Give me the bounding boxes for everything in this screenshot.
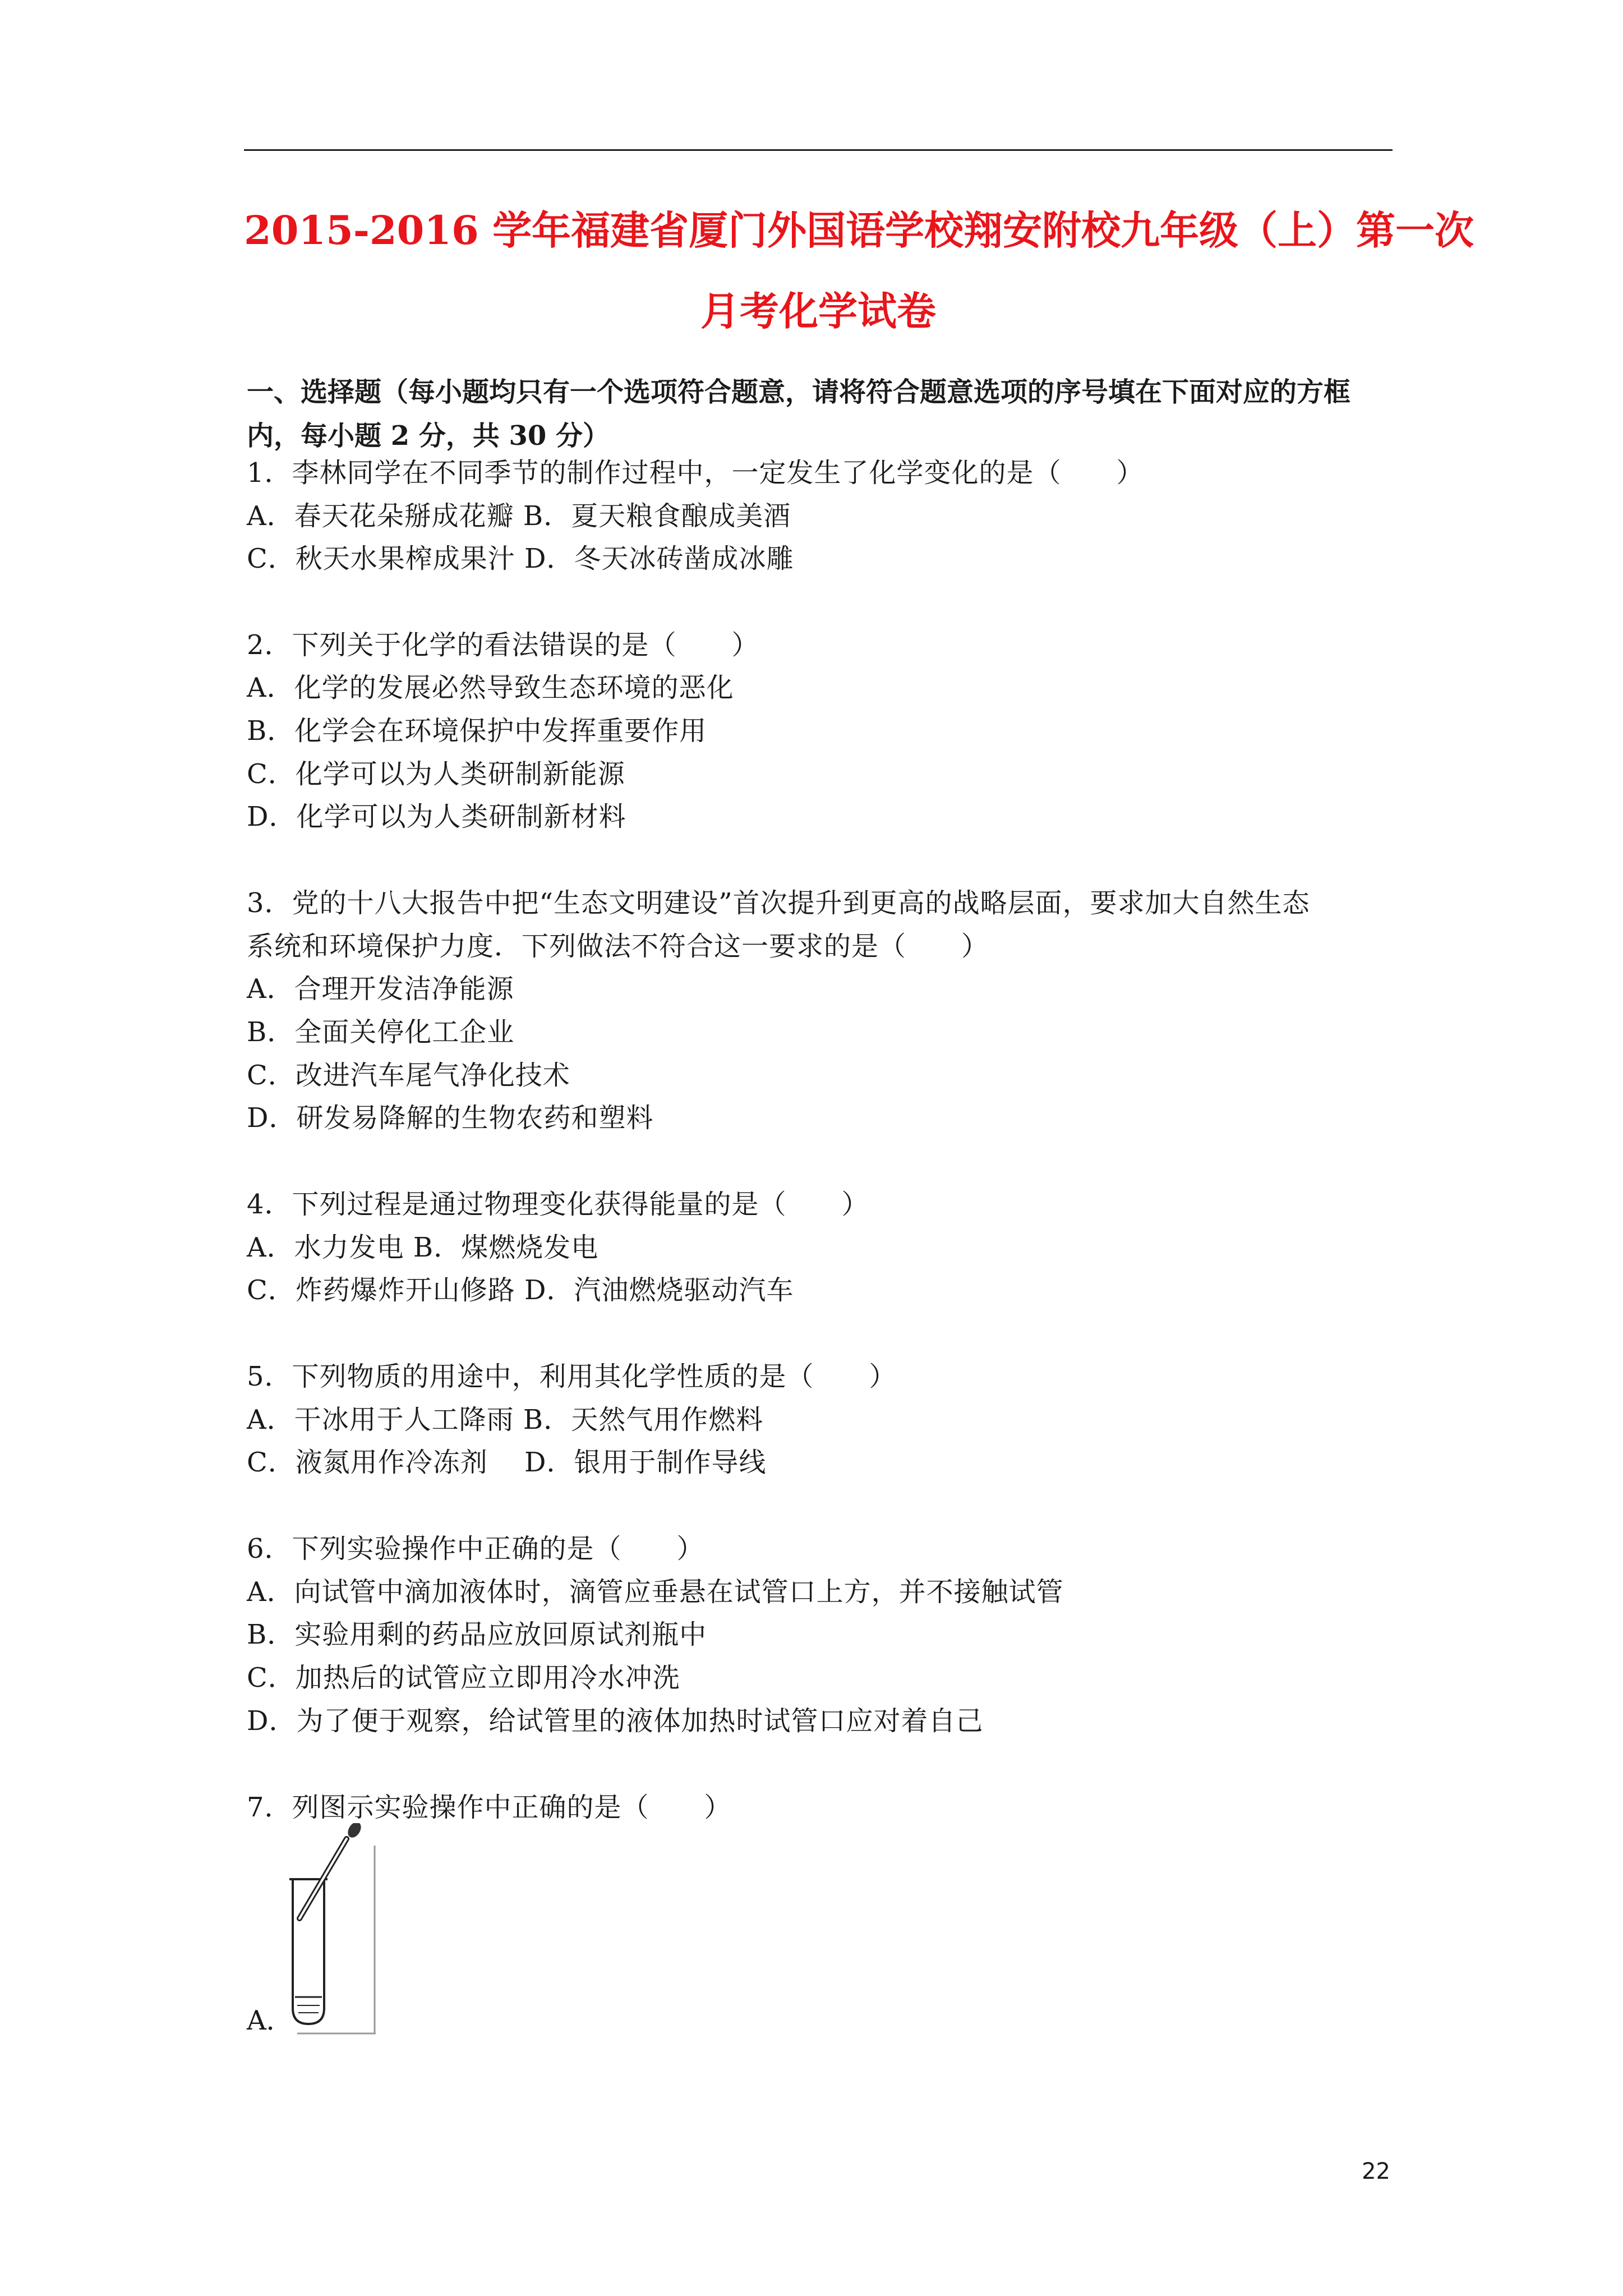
question-2-option: C．化学可以为人类研制新能源 xyxy=(247,758,625,790)
question-3-option: A．合理开发洁净能源 xyxy=(247,973,514,1005)
question-3-option: D．研发易降解的生物农药和塑料 xyxy=(247,1102,654,1134)
question-7-stem: 7．列图示实验操作中正确的是（ ） xyxy=(247,1792,732,1823)
question-2-option: D．化学可以为人类研制新材料 xyxy=(247,801,626,832)
question-5-option: A．干冰用于人工降雨 B．天然气用作燃料 xyxy=(247,1404,764,1435)
question-5-stem: 5．下列物质的用途中，利用其化学性质的是（ ） xyxy=(247,1361,897,1392)
page-number: 22 xyxy=(1362,2159,1390,2184)
question-6-option: C．加热后的试管应立即用冷水冲洗 xyxy=(247,1662,680,1694)
dropper-test-tube-icon xyxy=(280,1823,393,2036)
question-1-option: A．春天花朵掰成花瓣 B．夏天粮食酿成美酒 xyxy=(247,500,791,532)
question-4-stem: 4．下列过程是通过物理变化获得能量的是（ ） xyxy=(247,1189,869,1220)
question-1-stem: 1．李林同学在不同季节的制作过程中，一定发生了化学变化的是（ ） xyxy=(247,457,1144,489)
question-3-option: B．全面关停化工企业 xyxy=(247,1016,515,1048)
question-3-stem: 3．党的十八大报告中把“生态文明建设”首次提升到更高的战略层面，要求加大自然生态 xyxy=(247,887,1310,919)
question-2-stem: 2．下列关于化学的看法错误的是（ ） xyxy=(247,629,759,661)
document-title-line-1: 2015-2016 学年福建省厦门外国语学校翔安附校九年级（上）第一次 xyxy=(244,207,1474,254)
question-4-option: A．水力发电 B．煤燃烧发电 xyxy=(247,1232,599,1263)
question-6-stem: 6．下列实验操作中正确的是（ ） xyxy=(247,1533,704,1565)
question-4-option: C．炸药爆炸开山修路 D．汽油燃烧驱动汽车 xyxy=(247,1274,794,1306)
question-2-option: B．化学会在环境保护中发挥重要作用 xyxy=(247,715,707,747)
header-rule xyxy=(244,149,1393,151)
question-2-option: A．化学的发展必然导致生态环境的恶化 xyxy=(247,672,734,703)
question-6-option: B．实验用剩的药品应放回原试剂瓶中 xyxy=(247,1619,707,1650)
question-3-stem: 系统和环境保护力度．下列做法不符合这一要求的是（ ） xyxy=(247,931,989,962)
figure-option-label: A． xyxy=(247,2005,293,2036)
question-1-option: C．秋天水果榨成果汁 D．冬天冰砖凿成冰雕 xyxy=(247,543,794,574)
question-6-option: A．向试管中滴加液体时，滴管应垂悬在试管口上方，并不接触试管 xyxy=(247,1576,1064,1608)
question-5-option: C．液氮用作冷冻剂 D．银用于制作导线 xyxy=(247,1447,767,1478)
question-6-option: D．为了便于观察，给试管里的液体加热时试管口应对着自己 xyxy=(247,1705,984,1737)
question-3-option: C．改进汽车尾气净化技术 xyxy=(247,1060,570,1091)
document-title-line-2: 月考化学试卷 xyxy=(700,288,936,334)
section-heading: 一、选择题（每小题均只有一个选项符合题意，请将符合题意选项的序号填在下面对应的方框内，每小题 2 分，共 30 分） xyxy=(247,376,1351,452)
